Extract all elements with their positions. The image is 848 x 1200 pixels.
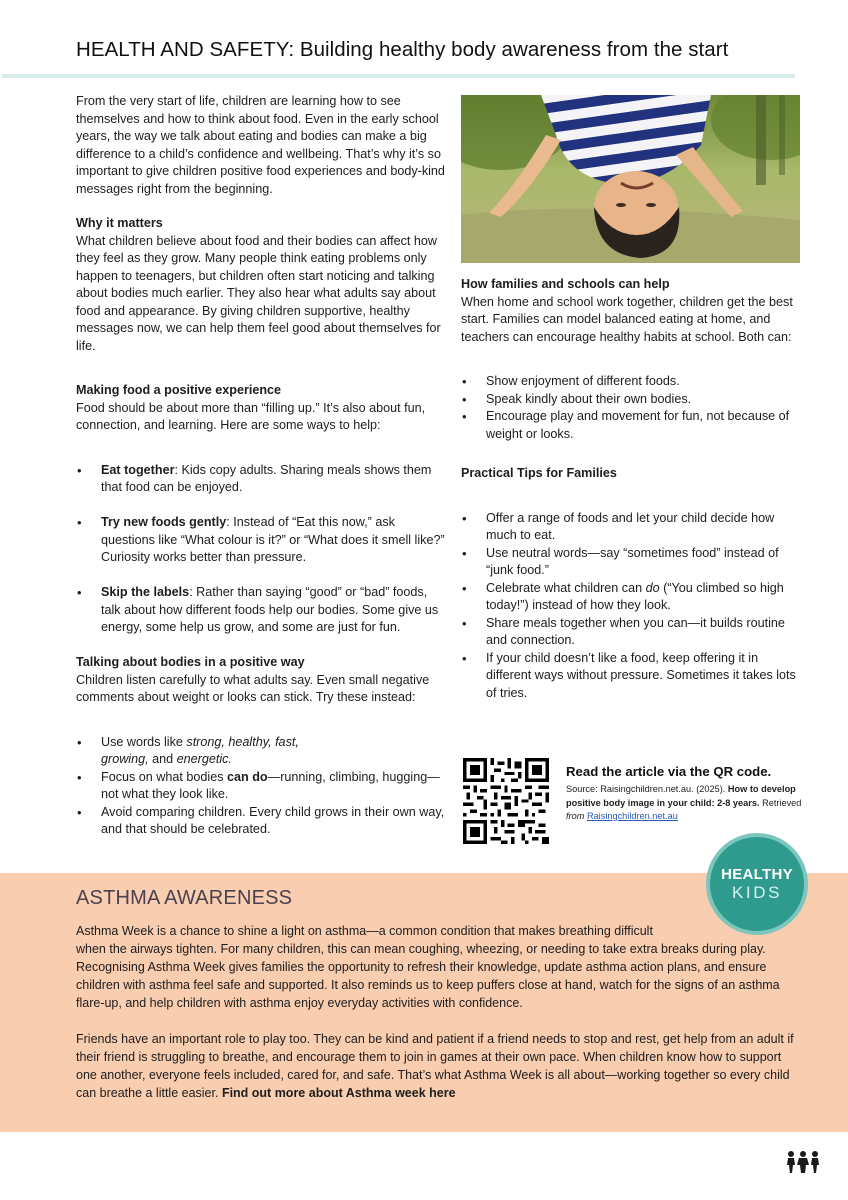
child-handstand-photo (461, 95, 800, 263)
why-heading: Why it matters (76, 216, 163, 230)
qr-code-icon[interactable] (463, 758, 549, 844)
list-item: • Use neutral words—say “sometimes food” instead of “junk food.” (461, 545, 803, 580)
list-item: • Try new foods gently: Instead of “Eat this now,” ask questions like “What colour is it?” or “What does it smell like?” Curiosity works better than pressure. (76, 514, 448, 567)
badge-line-2: KIDS (731, 882, 783, 902)
title-rest: Building healthy body awareness from the start (294, 38, 729, 61)
school-children-logo-icon (786, 1150, 820, 1174)
bodies-heading: Talking about bodies in a positive way (76, 655, 305, 669)
food-tips-list (76, 462, 448, 637)
right-column (461, 276, 803, 702)
list-item: • Encourage play and movement for fun, not because of weight or looks. (461, 408, 803, 443)
food-paragraph: Food should be about more than “filling up.” It’s also about fun, connection, and learning. Here are some ways to help: (76, 400, 426, 432)
asthma-body (76, 922, 796, 1102)
list-item: • Use words like strong, healthy, fast, growing, and energetic. (76, 734, 448, 769)
healthy-kids-logo (706, 833, 808, 935)
list-item: • Celebrate what children can do (“You climbed so high today!”) instead of how they look. (461, 580, 803, 615)
list-item: • Skip the labels: Rather than saying “good” or “bad” foods, talk about how different foods help our bodies. Some give us energy, some help us grow, and some are just for fun. (76, 584, 448, 637)
title-divider (2, 74, 795, 78)
tips-heading: Practical Tips for Families (461, 466, 617, 480)
asthma-week-link[interactable]: Find out more about Asthma week here (221, 1086, 456, 1100)
qr-heading: Read the article via the QR code. (566, 764, 772, 779)
badge-line-1: HEALTHY (721, 865, 793, 883)
source-link[interactable]: Raisingchildren.net.au (586, 811, 678, 821)
asthma-heading: ASTHMA AWARENESS (76, 887, 293, 909)
asthma-paragraph-2: Friends have an important role to play too. They can be kind and patient if a friend needs to stop and rest, get help from an adult if their friend is struggling to breathe, and encourage them to join in games at their own pace. When children know how to support one another, everyone feels included, cared for, and safe. That’s what Asthma Week is all about—working together so every child can breathe a little easier. Find out more about Asthma week here (76, 1032, 794, 1100)
food-heading: Making food a positive experience (76, 383, 282, 397)
list-item: • Offer a range of foods and let your child decide how much to eat. (461, 510, 803, 545)
families-list (461, 373, 803, 443)
why-paragraph: What children believe about food and their bodies can affect how they feel as they grow. Many people think eating problems only happen to teenagers, but children often start noticing and talking about bodies much earlier. They also hear what adults say about food and appearance. By giving children supportive, healthy messages now, we can help them feel good about themselves for life. (76, 233, 441, 353)
list-item: • If your child doesn’t like a food, keep offering it in different ways without pressure. Sometimes it takes lots of tries. (461, 650, 803, 703)
intro-paragraph: From the very start of life, children are learning how to see themselves and how to think about food. Even in the early school years, the way we talk about eating and bodies can make a big difference to a child’s confidence and wellbeing. That’s why it’s so important to give children positive food experiences and body-kind messages right from the beginning. (76, 94, 445, 196)
list-item: • Focus on what bodies can do—running, climbing, hugging—not what they look like. (76, 769, 448, 804)
left-column (76, 93, 448, 839)
list-item: • Avoid comparing children. Every child grows in their own way, and that should be celebrated. (76, 804, 448, 839)
families-paragraph: When home and school work together, children get the best start. Families can model balanced eating at home, and teachers can encourage healthy habits at school. Both can: (461, 294, 793, 344)
bodies-paragraph: Children listen carefully to what adults say. Even small negative comments about weight or looks can stick. Try these instead: (76, 672, 430, 704)
qr-source-citation: Source: Raisingchildren.net.au. (2025). How to develop positive body image in your child: 2-8 years. Retrieved from Raisingchildren.net.au (566, 784, 802, 821)
list-item: • Eat together: Kids copy adults. Sharing meals shows them that food can be enjoyed. (76, 462, 448, 497)
list-item: • Share meals together when you can—it builds routine and connection. (461, 615, 803, 650)
list-item: • Speak kindly about their own bodies. (461, 391, 803, 409)
list-item: • Show enjoyment of different foods. (461, 373, 803, 391)
asthma-paragraph-1: Asthma Week is a chance to shine a light on asthma—a common condition that makes breathing difficult when the airways tighten. For many children, this can mean coughing, wheezing, or needing to take extra breaks during play. Recognising Asthma Week gives families the opportunity to refresh their knowledge, update asthma action plans, and ensure children with asthma feel safe and supported. It also reminds us to keep puffers close at hand, watch for the signs of an asthma flare-up, and help children with asthma enjoy everyday activities with confidence. (76, 924, 780, 1010)
bodies-list (76, 734, 448, 839)
title-strong: HEALTH AND SAFETY: (76, 38, 295, 61)
tips-list (461, 510, 803, 703)
families-heading: How families and schools can help (461, 277, 670, 291)
page-title (76, 38, 816, 62)
